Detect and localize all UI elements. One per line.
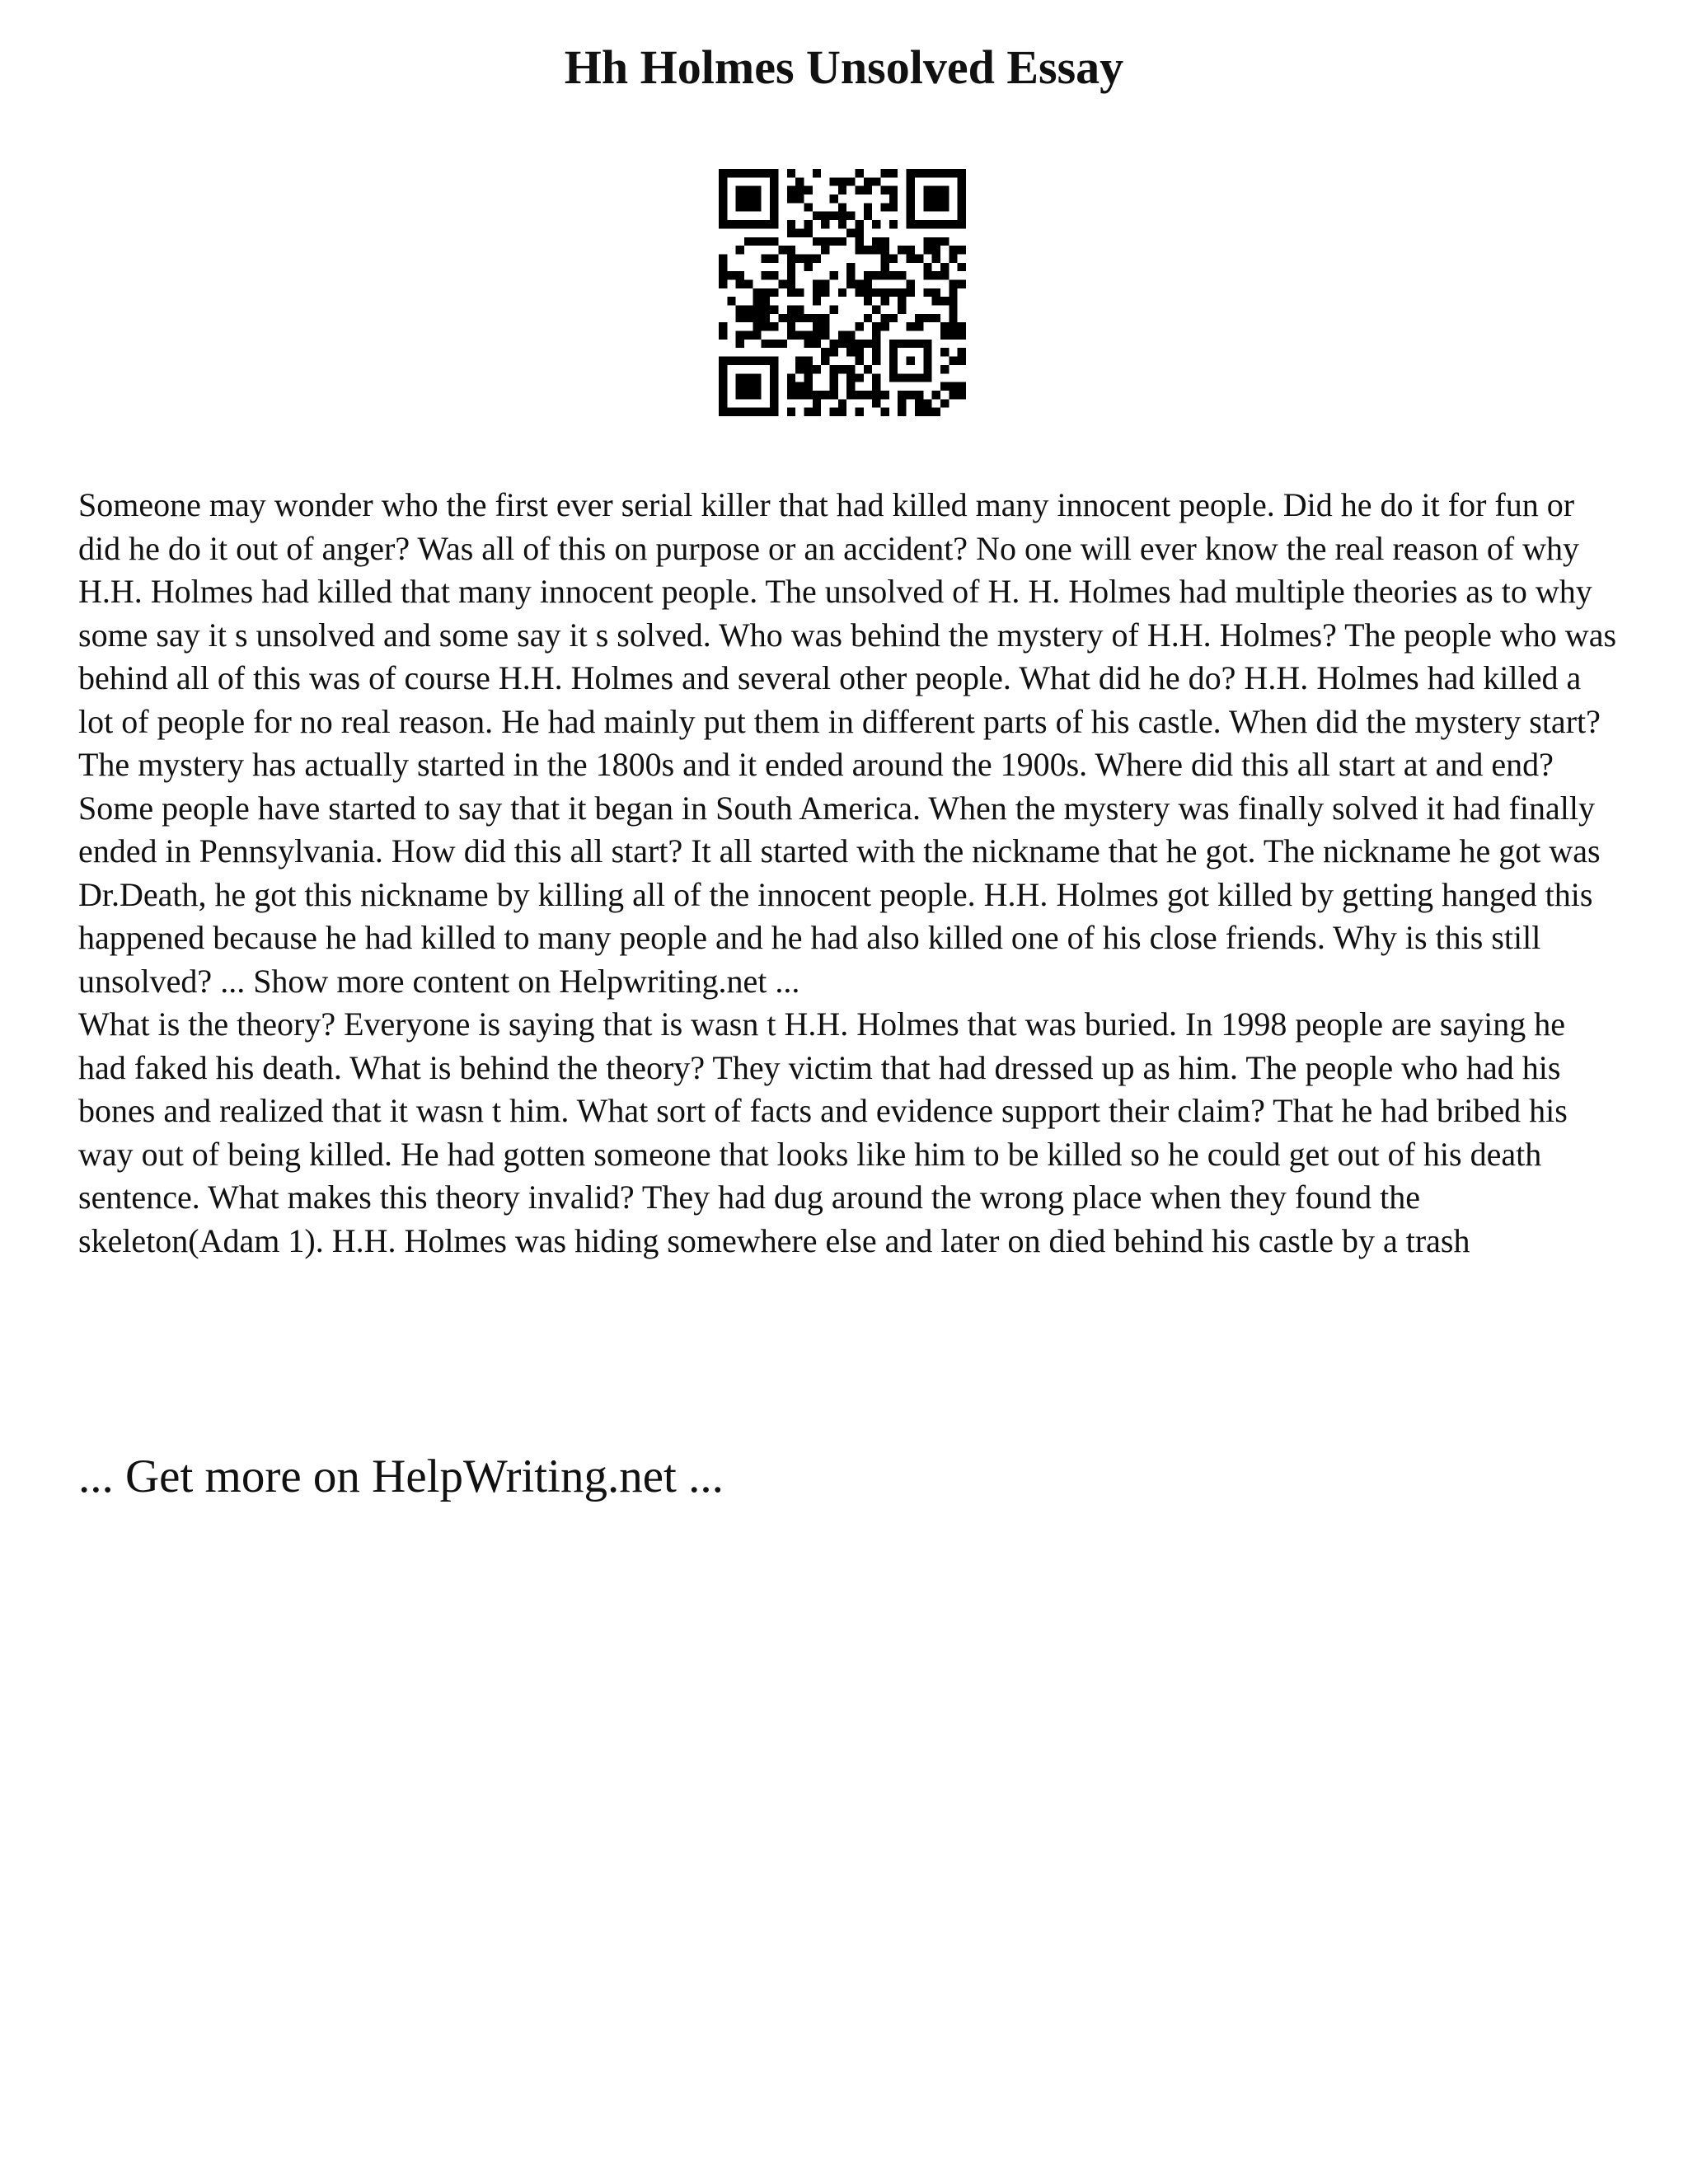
essay-body bbox=[78, 484, 1620, 1263]
qr-code-graphic bbox=[719, 169, 966, 416]
essay-paragraph-1: Someone may wonder who the first ever serial killer that had killed many innocent people. Did he do it for fun or did he do it out of anger? Was all of this on purpose or an accident? No one will ever know the real reason of why H.H. Holmes had killed that many innocent people. The unsolved of H. H. Holmes had multiple theories as to why some say it s unsolved and some say it s solved. Who was behind the mystery of H.H. Holmes? The people who was behind all of this was of course H.H. Holmes and several other people. What did he do? H.H. Holmes had killed a lot of people for no real reason. He had mainly put them in different parts of his castle. When did the mystery start? The mystery has actually started in the 1800s and it ended around the 1900s. Where did this all start at and end? Some people have started to say that it began in South America. When the mystery was finally solved it had finally ended in Pennsylvania. How did this all start? It all started with the nickname that he got. The nickname he got was Dr.Death, he got this nickname by killing all of the innocent people. H.H. Holmes got killed by getting hanged this happened because he had killed to many people and he had also killed one of his close friends. Why is this still unsolved? ... Show more content on Helpwriting.net ... bbox=[78, 486, 1617, 1000]
get-more-link[interactable]: ... Get more on HelpWriting.net ... bbox=[78, 1451, 724, 1502]
qr-code-icon bbox=[719, 169, 966, 416]
page-title: Hh Holmes Unsolved Essay bbox=[564, 40, 1124, 94]
essay-paragraph-2: What is the theory? Everyone is saying that is wasn t H.H. Holmes that was buried. In 1998 people are saying he had faked his death. What is behind the theory? They victim that had dressed up as him. The people who had his bones and realized that it wasn t him. What sort of facts and evidence support their claim? That he had bribed his way out of being killed. He had gotten someone that looks like him to be killed so he could get out of his death sentence. What makes this theory invalid? They had dug around the wrong place when they found the skeleton(Adam 1). H.H. Holmes was hiding somewhere else and later on died behind his castle by a trash bbox=[78, 1005, 1568, 1259]
